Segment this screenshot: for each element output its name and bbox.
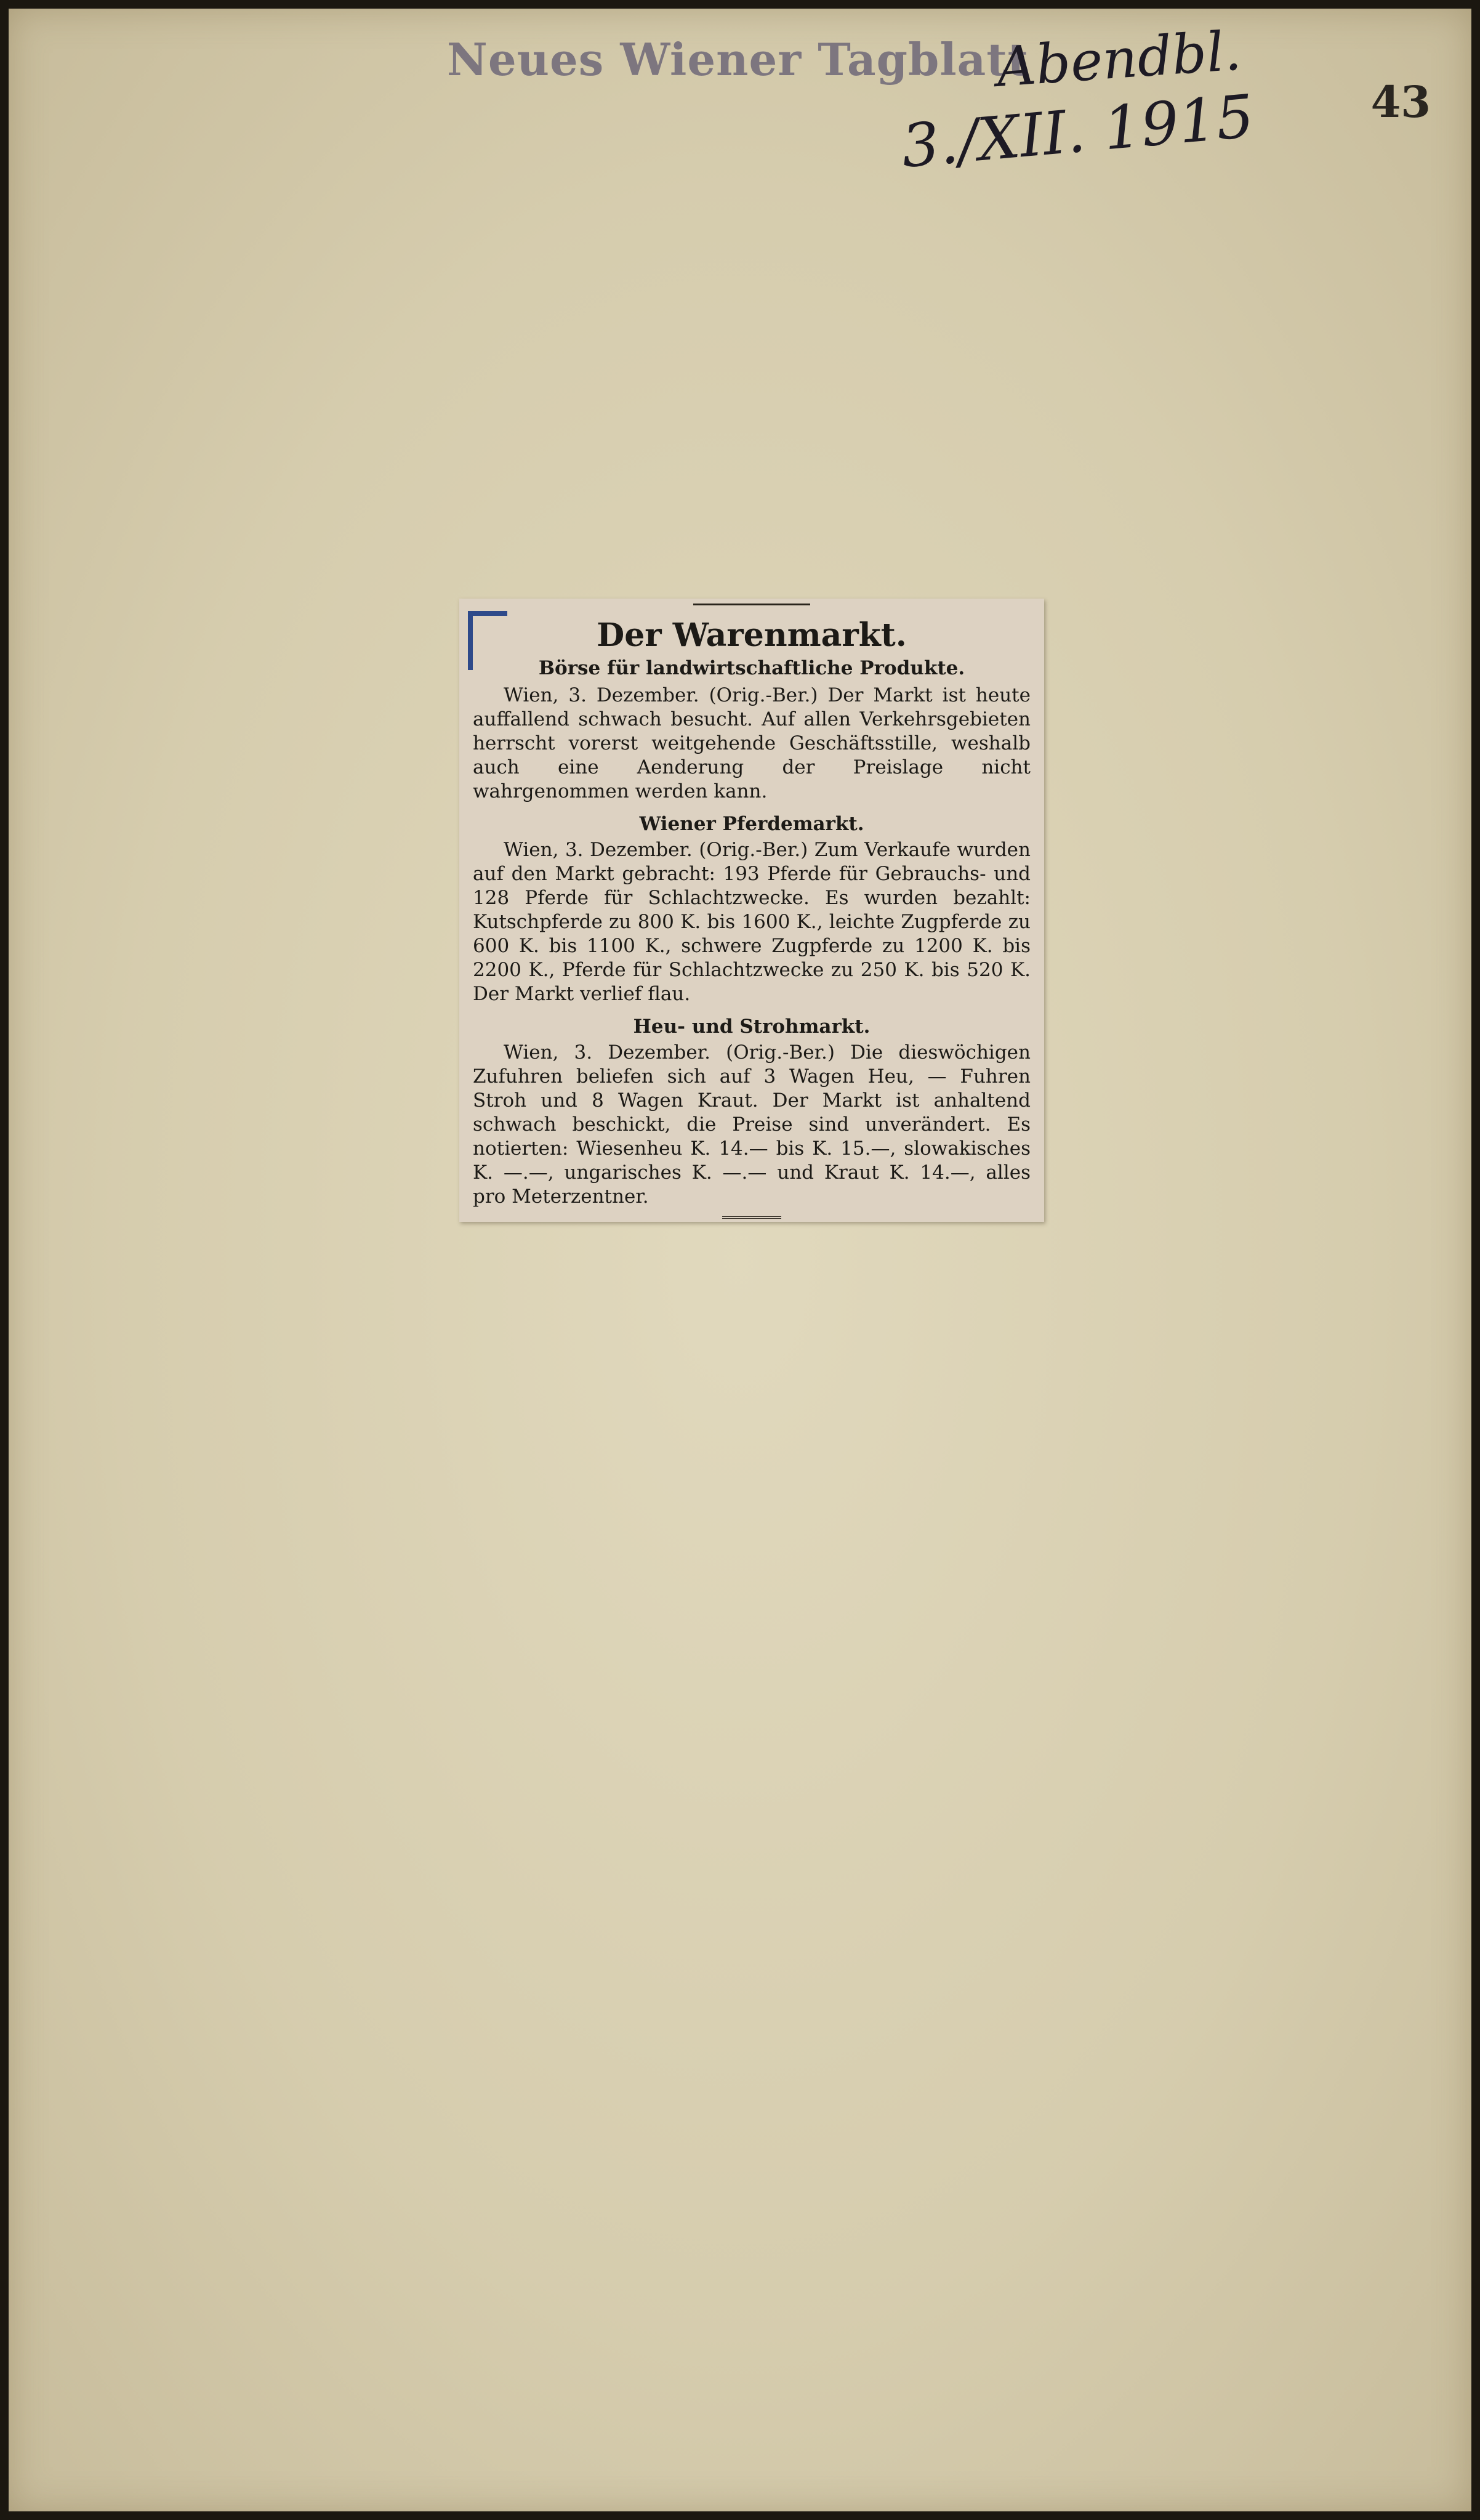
end-rule (722, 1216, 781, 1219)
handwritten-date: 3./XII. 1915 (899, 81, 1257, 182)
top-rule (693, 604, 810, 605)
section-text-pferdemarkt: Wien, 3. Dezember. (Orig.-Ber.) Zum Verkaufe wurden auf den Markt gebracht: 193 Pferde für Gebrauchs- und 128 Pferde für Schlachtzwecke. Es wurden bezahlt: Kutschpferde zu 800 K. bis 1600 K., leichte Zugpferde zu 600 K. bis 1100 K., schwere Zugpferde zu 1200 K. bis 2200 K., Pferde für Schlachtzwecke zu 250 K. bis 520 K. Der Markt verlief flau. (473, 839, 1031, 1005)
section-heading-heumarkt: Heu- und Strohmarkt. (633, 1016, 871, 1038)
handwritten-edition: Abendbl. (994, 18, 1244, 99)
section-text-heumarkt: Wien, 3. Dezember. (Orig.-Ber.) Die dieswöchigen Zufuhren beliefen sich auf 3 Wagen Heu, — Fuhren Stroh und 8 Wagen Kraut. Der Markt ist anhaltend schwach beschickt, die Preise sind unverändert. Es notierten: Wiesenheu K. 14.— bis K. 15.—, slowakisches K. —.—, ungarisches K. —.— und Kraut K. 14.—, alles pro Meterzentner. (473, 1041, 1031, 1208)
clipping-title: Der Warenmarkt. (597, 616, 907, 654)
newspaper-stamp: Neues Wiener Tagblatt (447, 33, 1029, 86)
section-heading-boerse: Börse für landwirtschaftliche Produkte. (538, 657, 965, 679)
blue-pencil-mark (468, 611, 507, 670)
page-number: 43 (1370, 76, 1431, 127)
section-text-boerse: Wien, 3. Dezember. (Orig.-Ber.) Der Markt ist heute auffallend schwach besucht. Auf allen Verkehrsgebieten herrscht vorerst weitgehende Geschäftsstille, weshalb auch eine Aenderung der Preislage nicht wahrgenommen werden kann. (473, 684, 1031, 802)
newspaper-clipping (459, 599, 1044, 1222)
section-heading-pferdemarkt: Wiener Pferdemarkt. (639, 813, 864, 835)
